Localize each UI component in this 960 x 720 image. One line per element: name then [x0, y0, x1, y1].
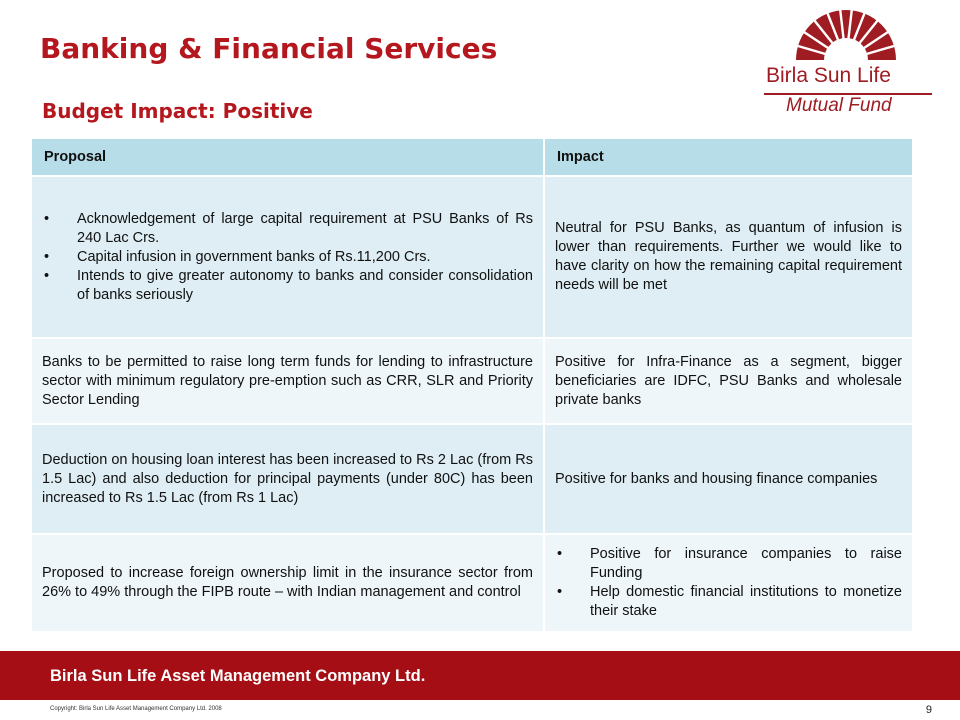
- copyright-text: Copyright: Birla Sun Life Asset Management Company Ltd. 2008: [50, 706, 222, 712]
- footer-company-name: Birla Sun Life Asset Management Company Ltd.: [50, 667, 426, 685]
- proposal-cell: Proposed to increase foreign ownership limit in the insurance sector from 26% to 49% through the FIPB route – with Indian management and control: [32, 534, 544, 631]
- impact-cell: Positive for Infra-Finance as a segment, bigger beneficiaries are IDFC, PSU Banks and wholesale private banks: [544, 338, 912, 424]
- impact-bullet-list: [555, 545, 902, 621]
- proposal-cell: Deduction on housing loan interest has been increased to Rs 2 Lac (from Rs 1.5 Lac) and also deduction for principal payments (under 80C) has been increased to Rs 1.5 Lac (from Rs 1 Lac): [32, 424, 544, 534]
- list-item: • Intends to give greater autonomy to banks and consider consolidation of banks seriously: [42, 267, 533, 305]
- company-logo: [756, 4, 936, 120]
- proposal-bullet-list: [42, 210, 533, 305]
- impact-cell: Neutral for PSU Banks, as quantum of infusion is lower than requirements. Further we would like to have clarity on how the remaining capital requirement needs will be met: [544, 176, 912, 338]
- list-item: • Acknowledgement of large capital requirement at PSU Banks of Rs 240 Lac Crs.: [42, 210, 533, 248]
- impact-cell: Positive for banks and housing finance companies: [544, 424, 912, 534]
- table-row: [32, 338, 912, 424]
- list-item: • Help domestic financial institutions to monetize their stake: [555, 583, 902, 621]
- page-subtitle: Budget Impact: Positive: [42, 99, 313, 123]
- page-number: 9: [925, 704, 932, 716]
- impact-cell: [544, 534, 912, 631]
- column-header-impact: Impact: [544, 139, 912, 176]
- table-row: [32, 534, 912, 631]
- budget-impact-table: [32, 139, 912, 631]
- logo-brand-text: Birla Sun Life: [766, 64, 891, 87]
- list-item: • Capital infusion in government banks of Rs.11,200 Crs.: [42, 248, 533, 267]
- page-title: Banking & Financial Services: [40, 32, 498, 65]
- table-header-row: [32, 139, 912, 176]
- logo-subtitle-text: Mutual Fund: [786, 95, 892, 116]
- proposal-cell: [32, 176, 544, 338]
- column-header-proposal: Proposal: [32, 139, 544, 176]
- rising-sun-icon: [794, 4, 898, 62]
- table-row: [32, 424, 912, 534]
- list-item: • Positive for insurance companies to raise Funding: [555, 545, 902, 583]
- footer-bar: [0, 651, 960, 700]
- table-row: [32, 176, 912, 338]
- proposal-cell: Banks to be permitted to raise long term funds for lending to infrastructure sector with minimum regulatory pre-emption such as CRR, SLR and Priority Sector Lending: [32, 338, 544, 424]
